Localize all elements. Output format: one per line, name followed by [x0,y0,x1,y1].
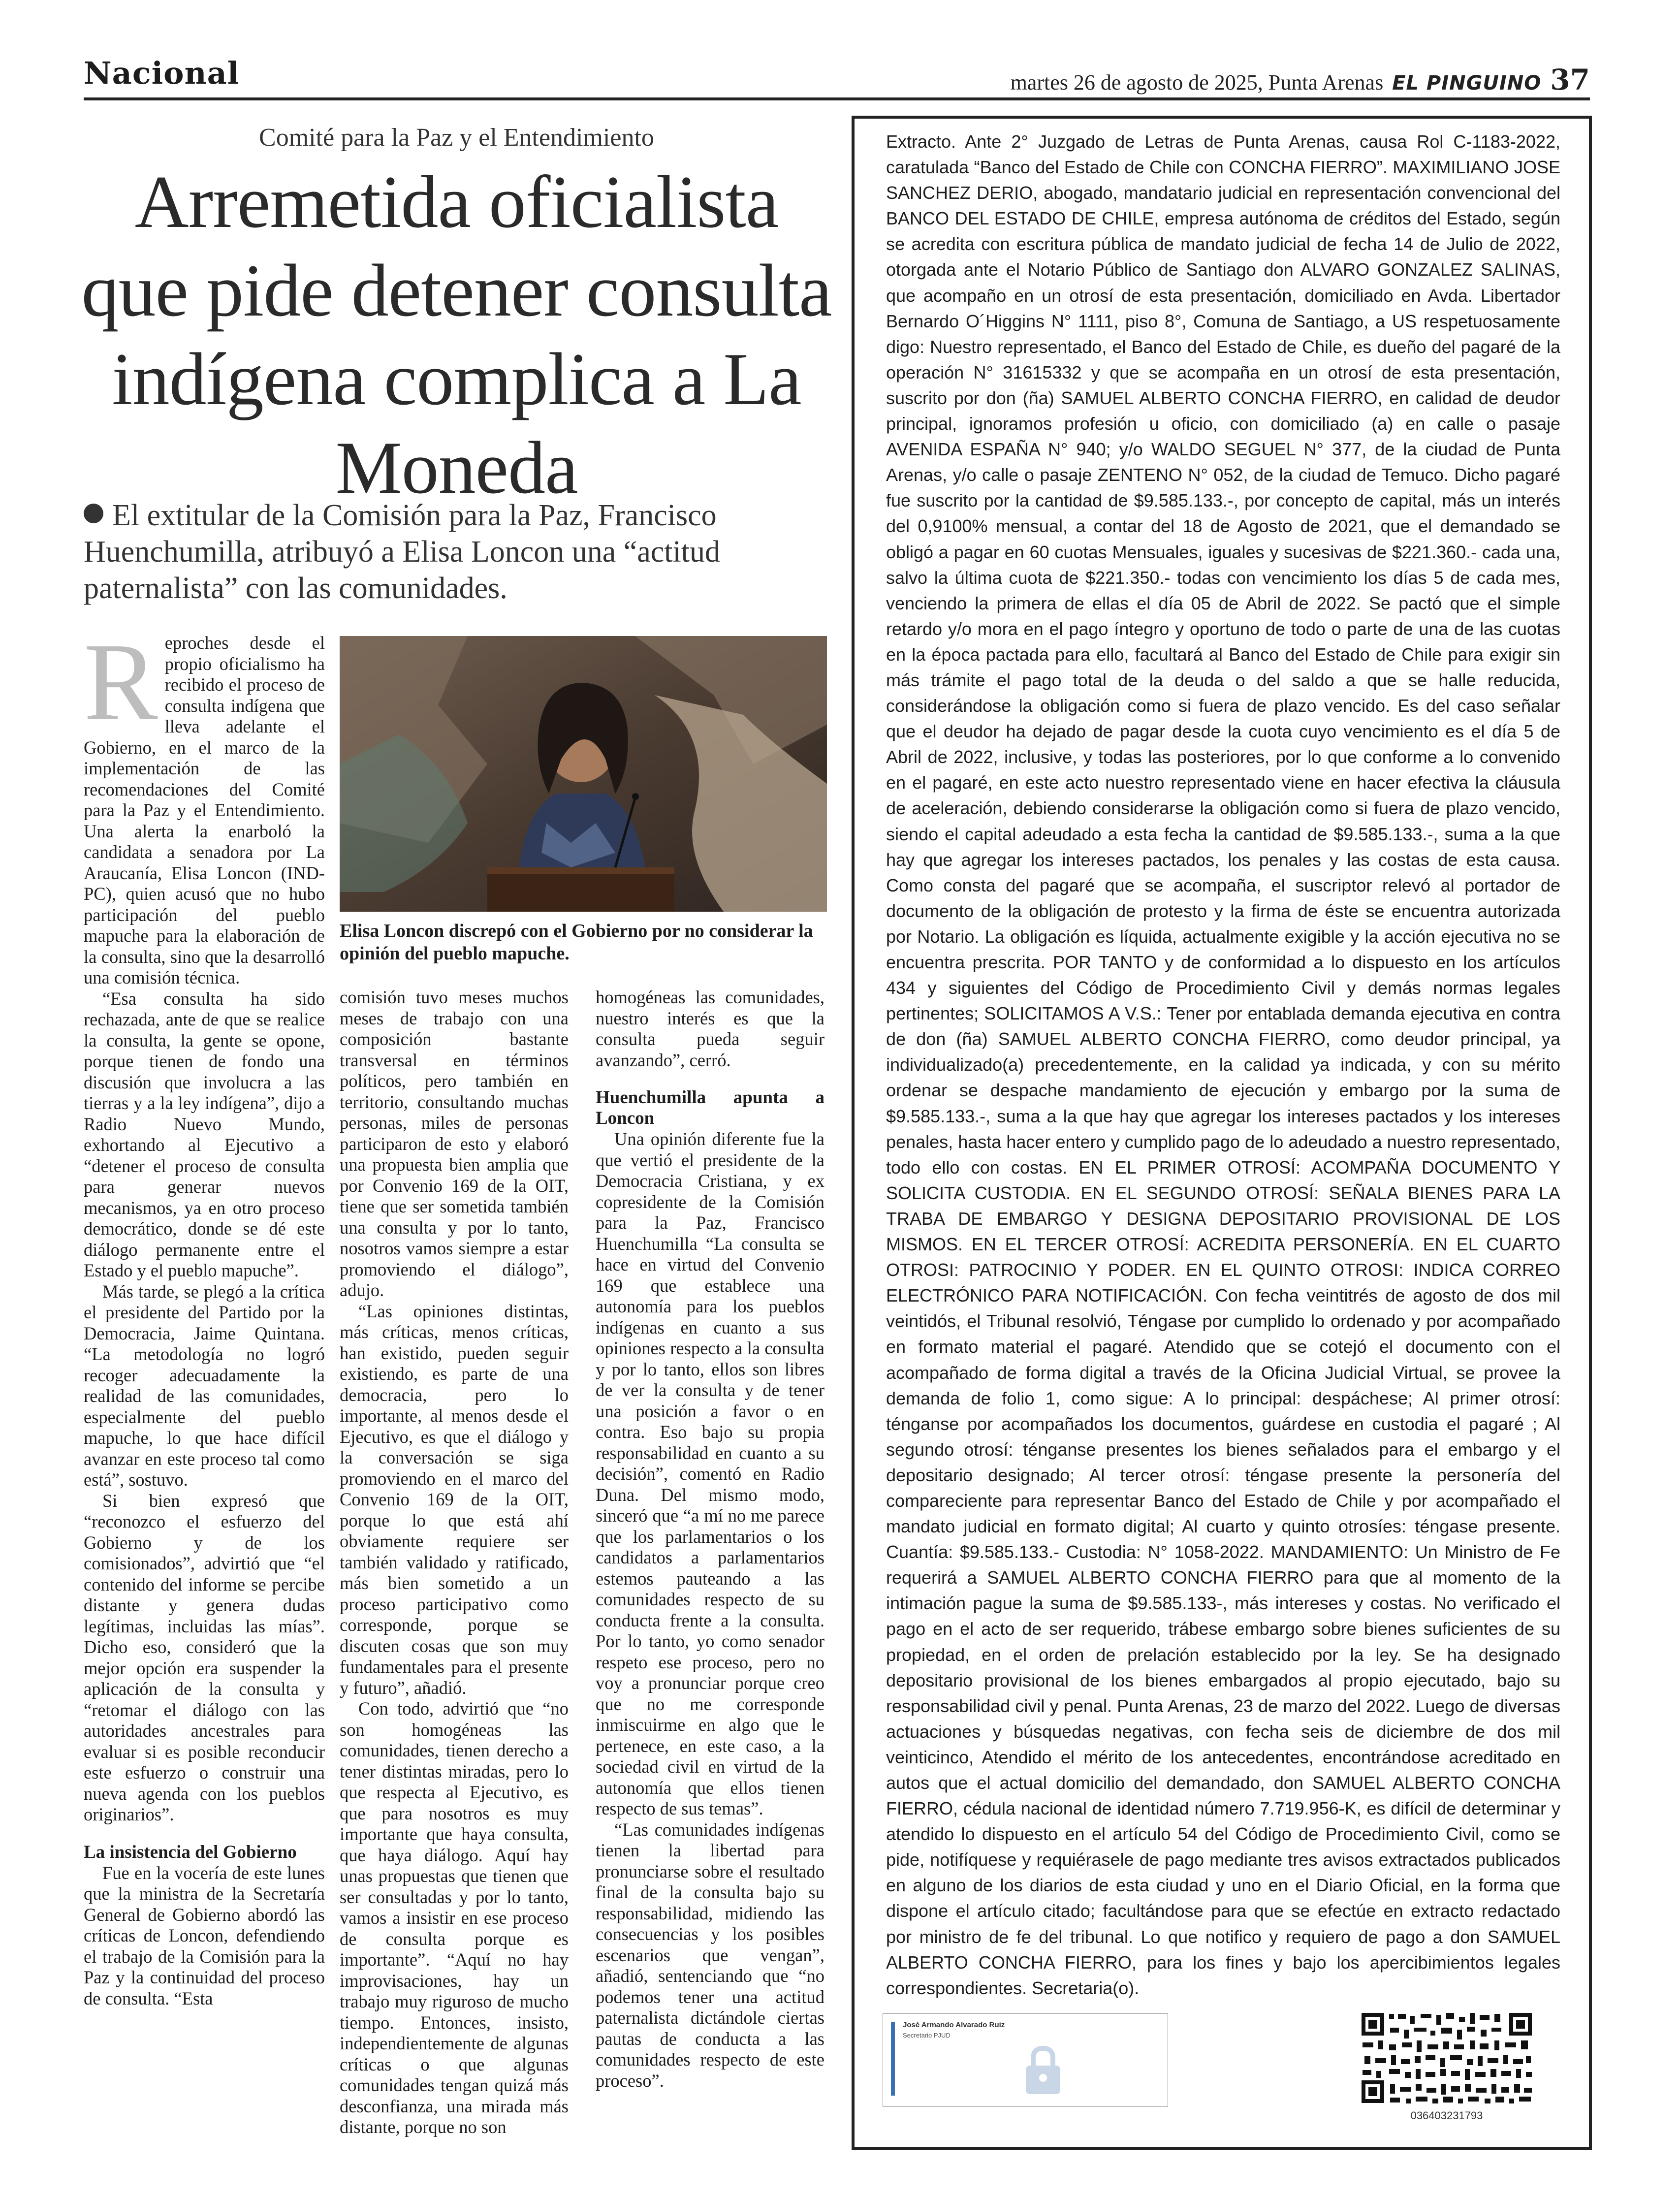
header-rule [84,97,1590,100]
article-paragraph: Fue en la vocería de este lunes que la ministra de la Secretaría General de Gobierno abordó las críticas de Loncon, defendiendo el trabajo de la Comisión para la Paz y la continuidad del proceso de consulta. “Esta [84,1862,325,2008]
article-paragraph: “Esa consulta ha sido rechazada, ante de que se realice la consulta, la gente se opone, porque tienen de fondo una discusión que involucra a las tierras y a la ley indígena”, dijo a Radio Nuevo Mundo, exhortando al Ejecutivo a “detener el proceso de consulta para generar nuevos mecanismos, ya en otro proceso democrático, donde se dé este diálogo permanente entre el Estado y el pueblo mapuche”. [84,988,325,1280]
lock-icon [1021,2043,1065,2098]
article-paragraph: “Las opiniones distintas, más críticas, menos críticas, han existido, pueden seguir existiendo, es parte de una democracia, pero lo importante, al menos desde el Ejecutivo, es que el diálogo y la conversación se siga promoviendo en el marco del Convenio 169 de la OIT, porque lo que está ahí obviamente requiere ser también validado y ratificado, más bien sometido a un proceso participativo como corresponde, porque se discuten cosas que son muy fundamentales para el presente y futuro”, añadió. [340,1301,569,1698]
page-number: 37 [1550,63,1590,96]
signature-stripe [891,2022,895,2096]
article-paragraph: Si bien expresó que “reconozco el esfuerzo del Gobierno y de los comisionados”, advirtió que “el contenido del informe se percibe distante y genera dudas legítimas, incluidas las mías”. Dicho eso, consideró que la mejor opción era suspender la aplicación de la consulta y “retomar el diálogo con las autoridades ancestrales para evaluar si es posible reconducir este esfuerzo o construir una nueva agenda con los pueblos originarios”. [84,1490,325,1824]
article-lede [84,497,852,606]
article-column-2 [340,987,569,2138]
article-paragraph: comisión tuvo meses muchos meses de trabajo con una composición bastante transversal en términos políticos, pero también en territorio, consultando muchas personas, miles de personas participaron de esto y elaboró una propuesta bien amplia que por Convenio 169 de la OIT, tiene que ser sometida también una consulta y por lo tanto, nosotros vamos siempre a estar promoviendo el diálogo”, adujo. [340,987,569,1300]
article-paragraph: eproches desde el propio oficialismo ha recibido el proceso de consulta indígena que lleva adelante el Gobierno, en el marco de la implementación de las recomendaciones del Comité para la Paz y el Entendimiento. Una alerta la enarboló la candidata a senadora por La Araucanía, Elisa Loncon (IND-PC), quien acusó que no hubo participación del pueblo mapuche para la elaboración de la consulta, sino que la desarrolló una comisión técnica. [84,633,325,988]
article-kicker: Comité para la Paz y el Entendimiento [259,124,654,152]
article-paragraph: Con todo, advirtió que “no son homogéneas las comunidades, tienen derecho a tener distintas miradas, pero lo que respecta al Ejecutivo, es que para nosotros es muy importante que haya consulta, que haya diálogo. Aquí hay unas propuestas que tienen que ser consultadas y por lo tanto, vamos a insistir en ese proceso de consulta porque es importante”. “Aquí no hay improvisaciones, hay un trabajo muy riguroso de mucho tiempo. Entonces, insisto, independientemente de algunas críticas o que algunas comunidades tengan quizá más desconfianza, una mirada más distante, porque no son [340,1698,569,2137]
article-paragraph: “Las comunidades indígenas tienen la libertad para pronunciarse sobre el resultado final de la consulta bajo su responsabilidad, midiendo las consecuencias y los posibles escenarios que vengan”, añadió, sentenciando que “no podemos tener una actitud paternalista dictándole ciertas pautas de conducta a las comunidades respecto de este proceso”. [596,1819,824,2091]
article-paragraph: Más tarde, se plegó a la crítica el presidente del Partido por la Democracia, Jaime Quintana. “La metodología no logró recoger adecuadamente la realidad de las comunidades, especialmente del pueblo mapuche, lo que hace difícil avanzar en este proceso tal como está”, sostuvo. [84,1281,325,1490]
drop-cap: R [84,620,158,743]
section-title: Nacional [84,55,240,91]
verification-code-icon [1359,2010,1535,2106]
article-paragraph: Una opinión diferente fue la que vertió el presidente de la Democracia Cristiana, y ex copresidente de la Comisión para la Paz, Francisco Huenchumilla “La consulta se hace en virtud del Convenio 169 que establece una autonomía para los pueblos indígenas en cuanto a sus opiniones respecto a la consulta y por lo tanto, ellos son libres de ver la consulta y de tener una posición a favor o en contra. Eso bajo su propia responsabilidad en cuanto a su decisión”, comentó en Radio Duna. Del mismo modo, sinceró que “a mí no me parece que los parlamentarios o los candidatos a parlamentarios estemos pauteando a las comunidades respecto de su conducta frente a la consulta. Por lo tanto, yo como senador respeto ese proceso, pero no voy a pronunciar porque creo que no me corresponde inmiscuirme en algo que le pertenece, en este caso, a la sociedad civil en virtud de la autonomía que ellos tienen respecto de sus temas”. [596,1129,824,1818]
bullet-icon [84,504,103,523]
publication-date: martes 26 de agosto de 2025, Punta Arenas [1010,70,1384,95]
signer-name: José Armando Alvarado Ruiz [903,2021,1005,2029]
photo-caption: Elisa Loncon discrepó con el Gobierno por no considerar la opinión del pueblo mapuche. [340,921,813,964]
article-photo [340,636,827,912]
article-column-3 [596,987,824,2091]
article-column-1 [84,620,325,2009]
header-meta [1011,63,1590,96]
lede-text: El extitular de la Comisión para la Paz, Francisco Huenchumilla, atribuyó a Elisa Loncon una “actitud paternalista” con las comunidades. [84,499,720,605]
signer-role: Secretario PJUD [903,2032,951,2039]
article-subhead: La insistencia del Gobierno [84,1842,297,1862]
article-subhead: Huenchumilla apunta a Loncon [596,1087,824,1128]
electronic-signature-stamp [883,2013,1168,2107]
newspaper-logo: EL PINGUINO [1392,72,1542,95]
photo-illustration [340,636,827,912]
verification-code-number: 036403231793 [1410,2109,1483,2122]
article-headline: Arremetida oficialista que pide detener consulta indígena complica a La Moneda [81,160,832,509]
article-paragraph: homogéneas las comunidades, nuestro interés es que la consulta pueda seguir avanzando”, cerró. [596,987,824,1070]
legal-notice-text: Extracto. Ante 2° Juzgado de Letras de Punta Arenas, causa Rol C-1183-2022, caratulada “Banco del Estado de Chile con CONCHA FIERRO”. MAXIMILIANO JOSE SANCHEZ DERIO, abogado, mandatario judicial en representación convencional del BANCO DEL ESTADO DE CHILE, empresa autónoma de créditos del Estado, según se acredita con escritura pública de mandato judicial de fecha 14 de Julio de 2022, otorgada ante el Notario Público de Santiago don ALVARO GONZALEZ SALINAS, que acompaño en un otrosí de esta presentación, domiciliado en Avda. Libertador Bernardo O´Higgins N° 1111, piso 8°, Comuna de Santiago, a US respetuosamente digo: Nuestro representado, el Banco del Estado de Chile, es dueño del pagaré de la operación N° 31615332 y que se acompaña en un otrosí de esta presentación, suscrito por don (ña) SAMUEL ALBERTO CONCHA FIERRO, en calidad de deudor principal, ignoramos profesión u oficio, con domiciliado (a) en calle o pasaje AVENIDA ESPAÑA N° 940; y/o WALDO SEGUEL N° 377, de la ciudad de Punta Arenas, y/o calle o pasaje ZENTENO N° 052, de la ciudad de Temuco. Dicho pagaré fue suscrito por la cantidad de $9.585.133.-, por concepto de capital, más un interés del 0,9100% mensual, a contar del 18 de Agosto de 2021, que el demandado se obligó a pagar en 60 cuotas Mensuales, iguales y sucesivas de $221.360.- cada una, salvo la última cuota de $221.350.- todas con vencimiento los días 5 de cada mes, venciendo la primera de ellas el día 05 de Abril de 2022. Se pactó que el simple retardo y/o mora en el pago íntegro y oportuno de todo o parte de una de las cuotas en la época pactada para ello, facultará al Banco del Estado de Chile para exigir sin más trámite el pago total de la deuda o del saldo a que se halle reducida, considerándose la obligación como si fuera de plazo vencido. Es del caso señalar que el deudor ha dejado de pagar desde la cuota cuyo vencimiento es el día 5 de Abril de 2022, inclusive, y todas las posteriores, por lo que conforme a lo convenido en el pagaré, en este acto nuestro representado viene en hacer efectiva la cláusula de aceleración, debiendo considerarse la obligación como si fuera de plazo vencido, siendo el capital adeudado a esta fecha la cantidad de $9.585.133.-, suma a la que hay que agregar los intereses pactados, los penales y las costas de esta causa. Como consta del pagaré que se acompaña, el suscriptor relevó al portador de documento de la obligación de protesto y la firma de éste se encuentra autorizada por Notario. La obligación es líquida, actualmente exigible y la acción ejecutiva no se encuentra prescrita. POR TANTO y de conformidad a lo dispuesto en los artículos 434 y siguientes del Código de Procedimiento Civil y demás normas legales pertinentes; SOLICITAMOS A V.S.: Tener por entablada demanda ejecutiva en contra de don (ña) SAMUEL ALBERTO CONCHA FIERRO, como deudor principal, ya individualizado(a) precedentemente, en la calidad ya indicada, y con su mérito ordenar se despache mandamiento de ejecución y embargo por la suma de $9.585.133.-, suma a la que hay que agregar los intereses pactados y los intereses penales, hasta hacer entero y cumplido pago de lo adeudado a nuestro representado, todo ello con costas. EN EL PRIMER OTROSÍ: ACOMPAÑA DOCUMENTO Y SOLICITA CUSTODIA. EN EL SEGUNDO OTROSÍ: SEÑALA BIENES PARA LA TRABA DE EMBARGO Y DESIGNA DEPOSITARIO PROVISIONAL DE LOS MISMOS. EN EL TERCER OTROSÍ: ACREDITA PERSONERÍA. EN EL CUARTO OTROSI: PATROCINIO Y PODER. EN EL QUINTO OTROSI: INDICA CORREO ELECTRÓNICO PARA NOTIFICACIÓN. Con fecha veintitrés de agosto de dos mil veintidós, el Tribunal resolvió, Téngase por cumplido lo ordenado y por acompañado en formato material el pagaré. Atendido que se cotejó el documento con el acompañado de forma digital a través de la Oficina Judicial Virtual, se provee la demanda de folio 1, como sigue: A lo principal: despáchese; Al primer otrosí: ténganse por acompañados los documentos, guárdese en custodia el pagaré ; Al segundo otrosí: ténganse presentes los bienes señalados para el embargo y el depositario designado; Al tercer otrosí: téngase presente la personería del compareciente para representar Banco del Estado de Chile y por acompañado el mandato judicial en formato digital; Al cuarto y quinto otrosíes: téngase presente. Cuantía: $9.585.133.- Custodia: N° 1058-2022. MANDAMIENTO: Un Ministro de Fe requerirá a SAMUEL ALBERTO CONCHA FIERRO para que al momento de la intimación pague la suma de $9.585.133-, más intereses y costas. No verificado el pago en el acto de ser requerido, trábese embargo sobre bienes suficientes de su propiedad, en el orden de prelación establecido por la ley. Se ha designado depositario provisional de los bienes embargados al propio ejecutado, bajo su responsabilidad civil y penal. Punta Arenas, 23 de marzo del 2022. Luego de diversas actuaciones y búsquedas negativas, con fecha seis de diciembre de dos mil veinticinco, Atendido el mérito de los antecedentes, encontrándose acreditado en autos que el actual domicilio del demandado, don SAMUEL ALBERTO CONCHA FIERRO, cédula nacional de identidad número 7.719.956-K, es difícil de determinar y atendido lo dispuesto en el artículo 54 del Código de Procedimiento Civil, como se pide, notifíquese y requiérasele de pago mediante tres avisos extractados publicados en alguno de los diarios de esta ciudad y uno en el Diario Oficial, en la forma que dispone el artículo citado; facultándose para que se efectúe en extracto redactado por ministro de fe del tribunal. Lo que notifico y requiero de pago a don SAMUEL ALBERTO CONCHA FIERRO, para los fines y bajo los apercibimientos legales correspondientes. Secretaria(o). [886,131,1560,1998]
